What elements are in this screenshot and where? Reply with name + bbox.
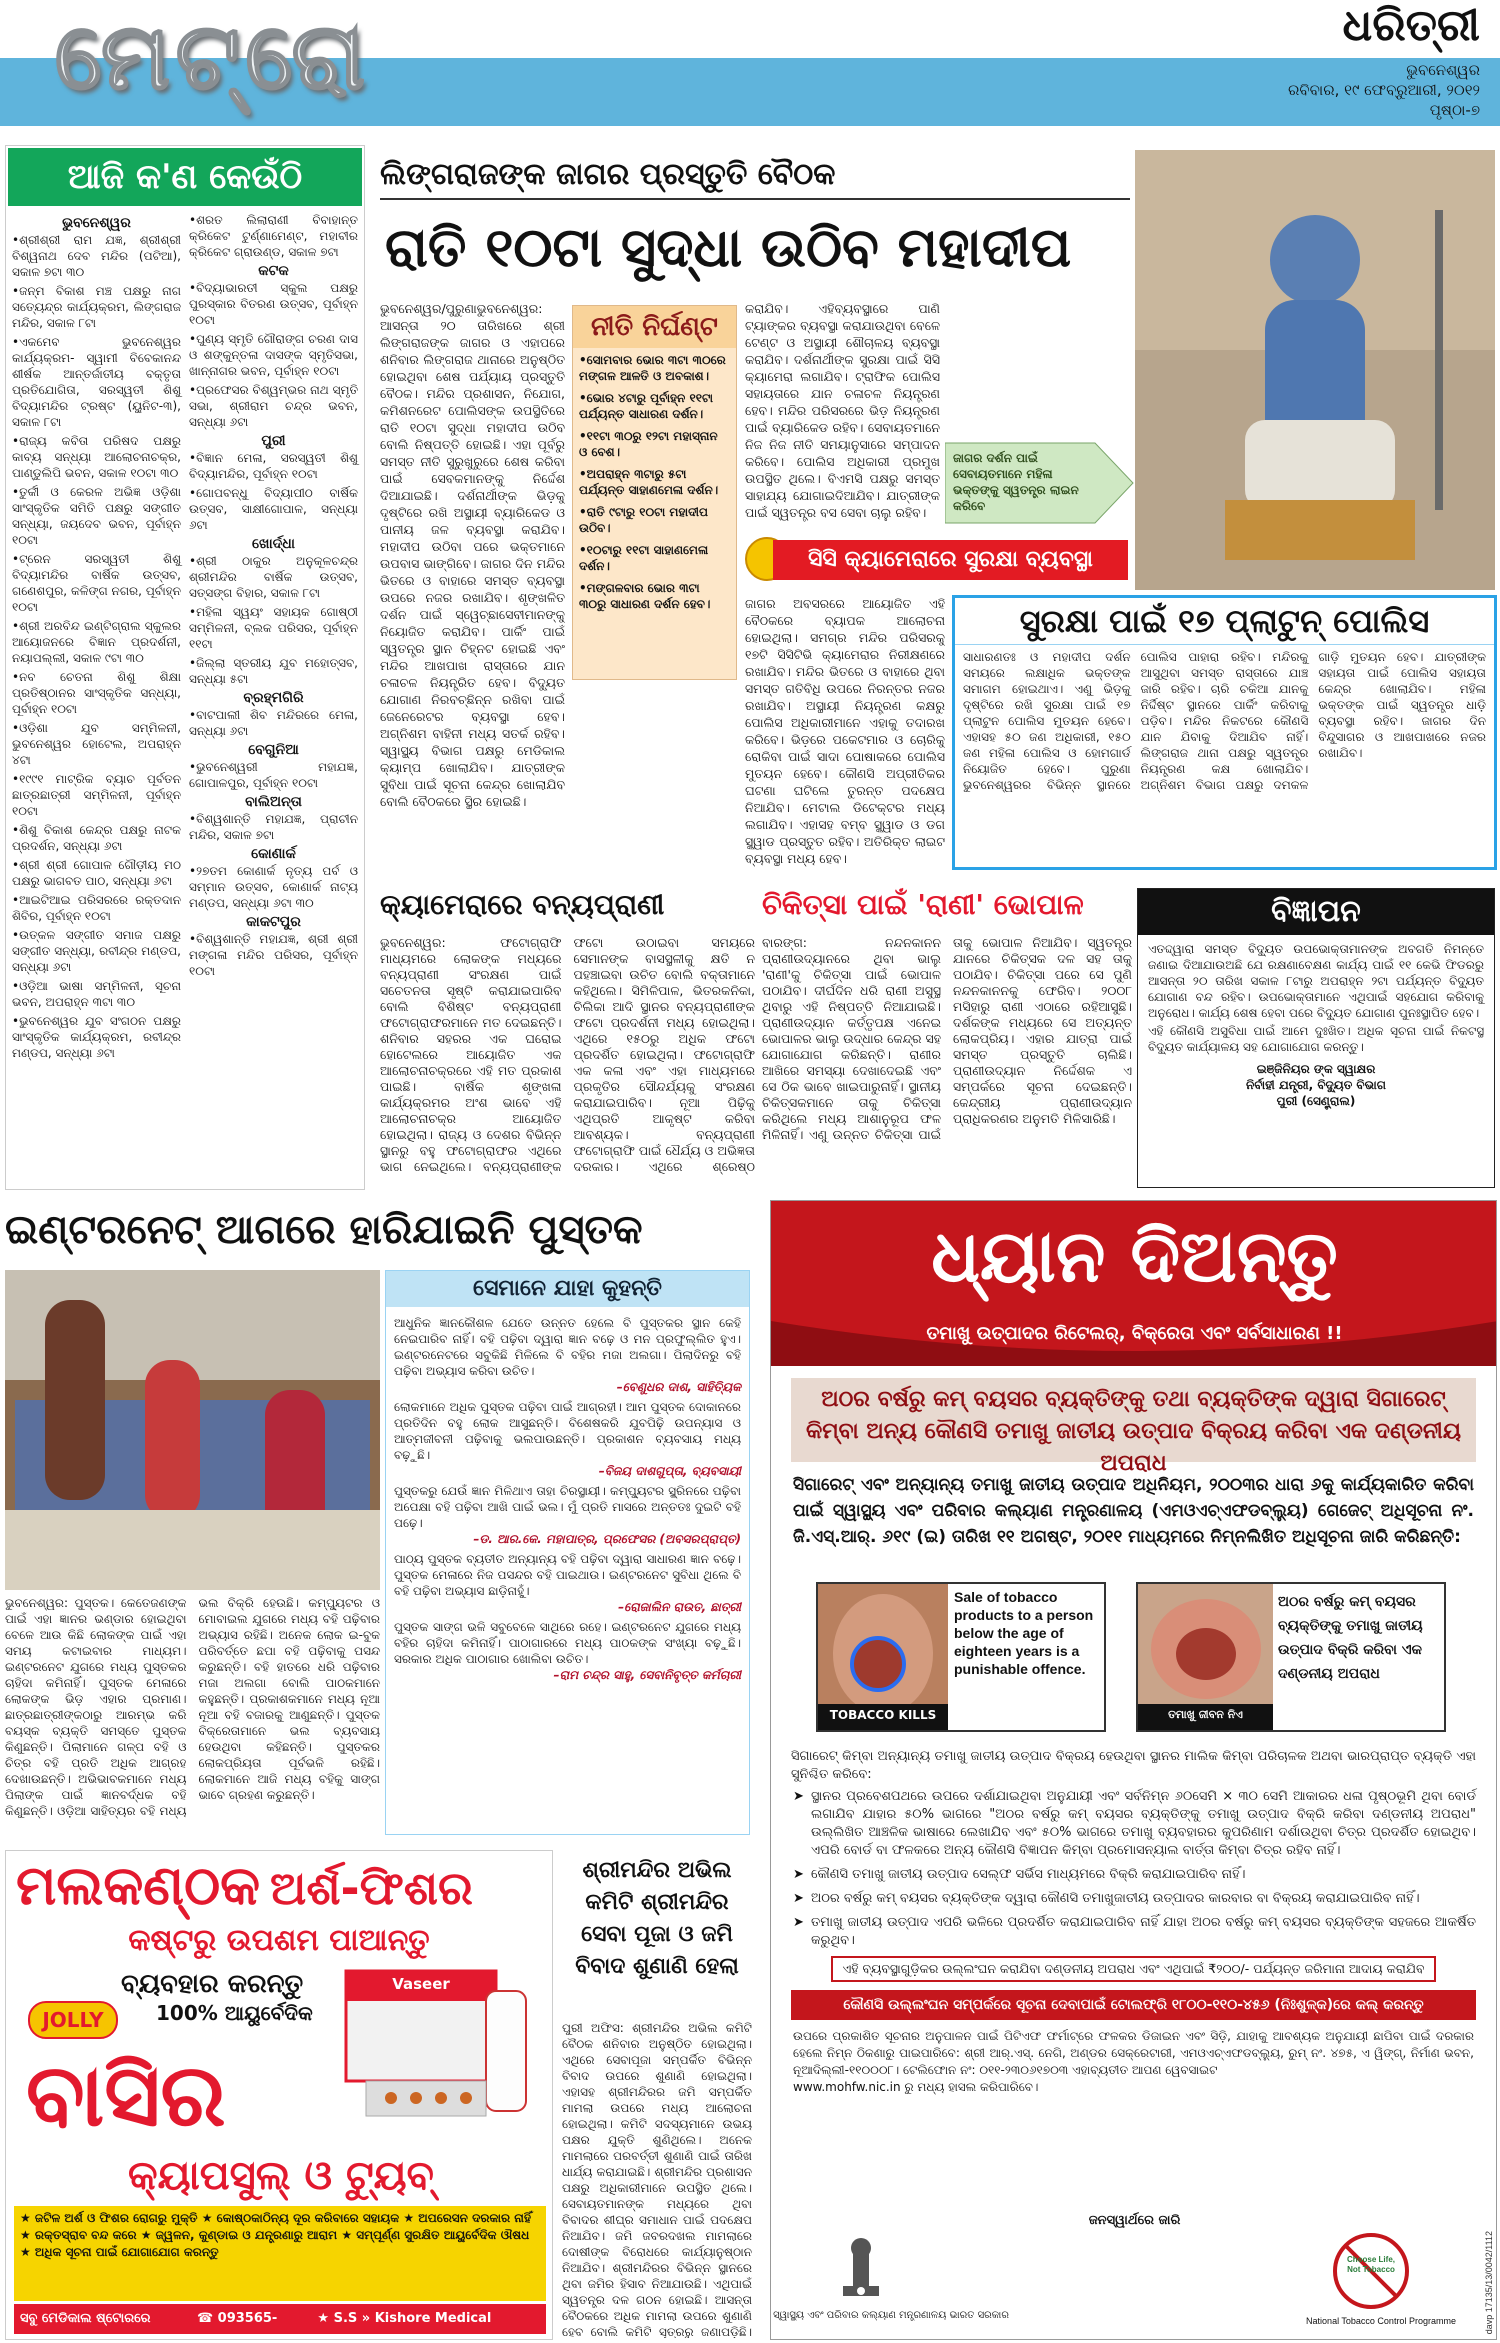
event-city-heading: ବେଗୁନିଆ <box>248 742 299 758</box>
bookshop-photo <box>5 1270 380 1590</box>
event-item: •୧୯୯୧ ମାଟ୍ରିକ ବ୍ୟାଚ ପୂର୍ବତନ ଛାତ୍ରଛାତ୍ରୀ ସମ୍ମିଳନୀ, ପୂର୍ବାହ୍ନ ୧୦ଟା <box>12 772 181 818</box>
paper-name: ଧରିତ୍ରୀ <box>1342 0 1480 51</box>
event-item: •ଜିଲ୍ଲା ସ୍ତରୀୟ ଯୁବ ମହୋତ୍ସବ, ସନ୍ଧ୍ୟା ୫ଟା <box>189 656 358 686</box>
event-city-heading: ଖୋର୍ଦ୍ଧା <box>252 536 295 552</box>
ad-tobacco-issued: ଜନସ୍ୱାର୍ଥରେ ଜାରି <box>1088 2213 1181 2228</box>
voices-box <box>385 1270 750 1835</box>
ad-malkanthak-brand: ମଲକଣ୍ଠକ <box>16 1854 261 1917</box>
rituals-list <box>573 348 736 622</box>
date: ରବିବାର, ୧୯ ଫେବ୍ରୁଆରୀ, ୨୦୧୨ <box>1287 81 1480 99</box>
event-item: •ଟ୍ରେନ ସରସ୍ୱତୀ ଶିଶୁ ବିଦ୍ୟାମନ୍ଦିର ବାର୍ଷିକ ଉତ୍ସବ, ଗଣେଶପୁର, କଳିଙ୍ଗ ନଗର, ପୂର୍ବାହ୍ନ ୧୦ଟା <box>12 552 181 614</box>
event-item: •ବିଜ୍ଞାନ ମେଳା, ସରସ୍ୱତୀ ଶିଶୁ ବିଦ୍ୟାମନ୍ଦିର, ପୂର୍ବାହ୍ନ ୧୦ଟା <box>189 451 358 481</box>
ritual-item: •ସୋମବାର ଭୋର ୩ଟା ୩୦ରେ ମଙ୍ଗଳ ଆଳତି ଓ ଅବକାଶ। <box>579 353 726 383</box>
tobacco-rule <box>793 1890 1476 1908</box>
tobacco-rule <box>793 1866 1476 1884</box>
event-item: •ଶ୍ରୀ ଅରବିନ୍ଦ ଇଣ୍ଟିଗ୍ରାଲ ସ୍କୁଲର ଆୟୋଜନରେ ବିଜ୍ଞାନ ପ୍ରଦର୍ଶନୀ, ନୟାପଲ୍ଲୀ, ସକାଳ ୯ଟା ୩୦ <box>12 619 181 665</box>
event-item: •୨୭ତମ କୋଣାର୍କ ନୃତ୍ୟ ପର୍ବ ଓ ସମ୍ମାନ ଉତ୍ସବ, କୋଣାର୍କ ନାଟ୍ୟ ମଣ୍ଡପ, ସନ୍ଧ୍ୟା ୬ଟା ୩୦ <box>189 864 358 910</box>
quote-author: –ରାମ ଚନ୍ଦ୍ର ସାହୁ, ସେବାନିବୃତ୍ତ କର୍ମଚାରୀ <box>553 1668 741 1682</box>
ad-sign-english-text: Sale of tobacco products to a person below the age of eighteen years is a punishable offence. <box>954 1589 1094 1677</box>
event-item: •ଓଡ଼ିଆ ଭାଷା ସମ୍ମିଳନୀ, ସୂଚନା ଭବନ, ଅପରାହ୍ନ ୩ଟା ୩୦ <box>12 979 181 1009</box>
notice-signature: ଇଞ୍ଜିନିୟର ଙ୍କ ସ୍ୱାକ୍ଷର <box>1256 1062 1376 1076</box>
books-body: ଭୁବନେଶ୍ୱର: ପୁସ୍ତକ। କେତେଜଣଙ୍କ ପାଇଁ ଏହା ଜ୍ଞାନର ଭଣ୍ଡାର ହୋଇଥିବା ବେଳେ ଆଉ କିଛି ଲୋକଙ୍କ ପାଇଁ ଏହା ସମୟ କଟାଇବାର ମାଧ୍ୟମ। ଇଣ୍ଟରନେଟ ଯୁଗରେ ମଧ୍ୟ ପୁସ୍ତକର ଚାହିଦା କମିନାହିଁ। ପୁସ୍ତକ ମେଳାରେ ଲୋକଙ୍କ ଭିଡ଼ ଏହାର ପ୍ରମାଣ। ଛାତ୍ରଛାତ୍ରୀଙ୍କଠାରୁ ଆରମ୍ଭ କରି ବୟସ୍କ ବ୍ୟକ୍ତି ସମସ୍ତେ ପୁସ୍ତକ କିଣୁଛନ୍ତି। ପିଲାମାନେ ଗଳ୍ପ ବହି ଓ ଚିତ୍ର ବହି ପ୍ରତି ଅଧିକ ଆଗ୍ରହ ଦେଖାଉଛନ୍ତି। ଅଭିଭାବକମାନେ ମଧ୍ୟ ପିଲାଙ୍କ ପାଇଁ ଜ୍ଞାନବର୍ଦ୍ଧକ ବହି କିଣୁଛନ୍ତି। ଓଡ଼ିଆ ସାହିତ୍ୟର ବହି ମଧ୍ୟ ଭଲ ବିକ୍ରି ହେଉଛି। କମ୍ପ୍ୟୁଟର ଓ ମୋବାଇଲ ଯୁଗରେ ମଧ୍ୟ ବହି ପଢ଼ିବାର ଅଭ୍ୟାସ ରହିଛି। ଅନେକ ଲୋକ ଇ-ବୁକ ପରିବର୍ତ୍ତେ ଛପା ବହି ପଢ଼ିବାକୁ ପସନ୍ଦ କରୁଛନ୍ତି। ବହି ହାତରେ ଧରି ପଢ଼ିବାର ମଜା ଅଲଗା ବୋଲି ପାଠକମାନେ କହୁଛନ୍ତି। ପ୍ରକାଶକମାନେ ମଧ୍ୟ ନୂଆ ନୂଆ ବହି ବଜାରକୁ ଆଣୁଛନ୍ତି। ପୁସ୍ତକ ବିକ୍ରେତାମାନେ ଭଲ ବ୍ୟବସାୟ ହେଉଥିବା କହିଛନ୍ତି। ପୁସ୍ତକର ଲୋକପ୍ରିୟତା ପୂର୍ବଭଳି ରହିଛି। ଲୋକମାନେ ଆଜି ମଧ୍ୟ ବହିକୁ ସାଙ୍ଗ ଭାବେ ଗ୍ରହଣ କରୁଛନ୍ତି। <box>5 1596 380 1818</box>
today-col-right <box>189 212 358 1064</box>
voices-list <box>386 1307 749 1691</box>
event-item: •ଶ୍ରୀଶ୍ରୀ ରାମ ଯଜ୍ଞ, ଶ୍ରୀଶ୍ରୀ ବିଶ୍ୱନାଥ ଦେବ ମନ୍ଦିର (ପଟିଆ), ସକାଳ ୭ଟା ୩୦ <box>12 233 181 279</box>
jolly-logo: JOLLY <box>28 2001 118 2039</box>
ad-tobacco-para: ସିଗାରେଟ୍ କିମ୍ବା ଅନ୍ୟାନ୍ୟ ତମାଖୁ ଜାତୀୟ ଉତ୍ପାଦ ବିକ୍ରୟ ହେଉଥିବା ସ୍ଥାନର ମାଲିକ କିମ୍ବା ପରିଚାଳକ ଅଥବା ଭାରପ୍ରାପ୍ତ ବ୍ୟକ୍ତି ଏହା ସୁନିଶ୍ଚିତ କରିବେ: <box>791 1749 1476 1782</box>
event-city-heading: କଟକ <box>258 263 289 279</box>
event-item: •ଏକମେବ ଭୁବନେଶ୍ୱର କାର୍ଯ୍ୟକ୍ରମ- ସ୍ୱାମୀ ବିବେକାନନ୍ଦ ଶୀର୍ଷକ ଆନ୍ତର୍ଜାତୀୟ ବକ୍ତୃତା ପ୍ରତିଯୋଗିତା, ସରସ୍ୱତୀ ଶିଶୁ ବିଦ୍ୟାମନ୍ଦିର ଟ୍ରଷ୍ଟ (ୟୁନିଟ-୩), ସକାଳ ୮ଟା <box>12 335 181 429</box>
event-item: •ବିଶ୍ୱଶାନ୍ତି ମହାଯଜ୍ଞ, ଶ୍ରୀ ଶ୍ରୀ ମଙ୍ଗଳା ମନ୍ଦିର ପରିସର, ପୂର୍ବାହ୍ନ ୧୦ଟା <box>189 932 358 978</box>
event-item: •ପ୍ରଫେସର ବିଶ୍ୱମ୍ଭର ନାଥ ସ୍ମୃତି ସଭା, ଶ୍ରୀରାମ ଚନ୍ଦ୍ର ଭବନ, ସନ୍ଧ୍ୟା ୬ଟା <box>189 383 358 429</box>
ad-sign-odia-text: ଅଠର ବର୍ଷରୁ କମ୍ ବୟସର ବ୍ୟକ୍ତିଙ୍କୁ ତମାଖୁ ଜାତୀୟ ଉତ୍ପାଦ ବିକ୍ରି କରିବା ଏକ ଦଣ୍ଡନୀୟ ଅପରାଧ <box>1278 1594 1423 1682</box>
today-events-box <box>5 145 365 1190</box>
event-item: •ଶରତ ଲିଲାରାଣୀ ବିବାହାନ୍ତ କ୍ରିକେଟ ଟୁର୍ଣ୍ଣାମେଣ୍ଟ, ମହାବୀର କ୍ରିକେଟ ଗ୍ରାଉଣ୍ଡ, ସକାଳ ୭ଟା <box>189 213 358 259</box>
tobacco-rule-text: କୌଣସି ତମାଖୁ ଜାତୀୟ ଉତ୍ପାଦ ସେଲ୍ଫ ସର୍ଭିସ ମାଧ୍ୟମରେ ବିକ୍ରି କରାଯାଇପାରିବ ନାହିଁ। <box>811 1867 1246 1882</box>
event-item: •ଓଡ଼ିଶା ଯୁବ ସମ୍ମିଳନୀ, ଭୁବନେଶ୍ୱର ହୋଟେଲ, ଅପରାହ୍ନ ୪ଟା <box>12 721 181 767</box>
tobacco-kills-label: TOBACCO KILLS <box>829 1708 937 1722</box>
product-pack-label: Vaseer <box>392 1975 450 1993</box>
tobacco-rule-text: ସ୍ଥାନର ପ୍ରବେଶପଥରେ ଉପରେ ଦର୍ଶାଯାଇଥିବା ଅନୁଯାୟୀ ଏବଂ ସର୍ବନିମ୍ନ ୬୦ସେମି × ୩୦ ସେମି ଆକାରର ଧଳା ପୃଷ୍ଠଭୂମି ଥିବା ବୋର୍ଡ ଲଗାଯିବ ଯାହାର ୫୦% ଭାଗରେ "ଅଠର ବର୍ଷରୁ କମ୍ ବୟସର ବ୍ୟକ୍ତିଙ୍କୁ ତମାଖୁ ଉତ୍ପାଦ ବିକ୍ରି କରିବା ଦଣ୍ଡନୀୟ ଅପରାଧ" ଉଲ୍ଲିଖିତ ଆଞ୍ଚଳିକ ଭାଷାରେ ଲେଖାଯିବ ଏବଂ ୫୦% ଭାଗରେ ତମାଖୁ ବ୍ୟବହାରର କୁପରିଣାମ ଦର୍ଶାଉଥିବା ଚିତ୍ର ପ୍ରଦର୍ଶିତ ହୋଇଥିବ। ଏପରି ବୋର୍ଡ ବା ଫଳକରେ ଅନ୍ୟ କୌଣସି ବିଜ୍ଞାପନ କିମ୍ବା ପ୍ରମୋସନ୍ୟାଲ ବାର୍ତ୍ତା କିମ୍ବା ଚିତ୍ର ରହିବ ନାହିଁ। <box>811 1789 1476 1858</box>
ad-tobacco-banner <box>771 1201 1496 1366</box>
event-item: •ଆଇଟିଆଇ ପରିସରରେ ରକ୍ତଦାନ ଶିବିର, ପୂର୍ବାହ୍ନ ୧୦ଟା <box>12 893 181 923</box>
page-number: ପୃଷ୍ଠା-୭ <box>1429 101 1480 119</box>
cctv-banner <box>745 535 1130 585</box>
ad-tobacco-website[interactable]: www.mohfw.nic.in ରୁ ମଧ୍ୟ ହାସଲ କରିପାରିବେ। <box>793 2080 1039 2094</box>
ad-malkanthak-bullets: ★ ଜଟିଳ ଅର୍ଶ ଓ ଫିଶର ରୋଗରୁ ମୁକ୍ତି ★ କୋଷ୍ଠକାଠିନ୍ୟ ଦୂର କରିବାରେ ସହାୟକ ★ ଅପରେସନ ଦରକାର ନାହିଁ ★ ରକ୍ତସ୍ରାବ ବନ୍ଦ କରେ ★ ଜ୍ୱଳନ, କୁଣ୍ଡାଇ ଓ ଯନ୍ତ୍ରଣାରୁ ଆରାମ ★ ସମ୍ପୂର୍ଣ୍ଣ ସୁରକ୍ଷିତ ଆୟୁର୍ବେଦିକ ଔଷଧ ★ ଅଧିକ ସୂଚନା ପାଇଁ ଯୋଗାଯୋଗ କରନ୍ତୁ <box>14 2206 546 2301</box>
quote-text: ପାଠ୍ୟ ପୁସ୍ତକ ବ୍ୟତୀତ ଅନ୍ୟାନ୍ୟ ବହି ପଢ଼ିବା ଦ୍ୱାରା ସାଧାରଣ ଜ୍ଞାନ ବଢ଼େ। ପୁସ୍ତକ ମେଳାରେ ନିଜ ପସନ୍ଦର ବହି ପାଇଥାଉ। ଇଣ୍ଟରନେଟ ସୁବିଧା ଥିଲେ ବି ବହି ପଢ଼ିବା ଅଭ୍ୟାସ ଛାଡ଼ିନାହୁଁ। <box>394 1552 741 1598</box>
tobacco-rule <box>793 1788 1476 1860</box>
ad-tobacco-contact: ଉପରେ ପ୍ରକାଶିତ ସୂଚନାର ଅନୁପାଳନ ପାଇଁ ପିଟିଏଫ ଫର୍ମାଟ୍ରେ ଫଳକର ଡିଜାଇନ ଏବଂ ସିଡ଼ି, ଯାହାକୁ ଆବଶ୍ୟକ ଅନୁଯାୟୀ ଛାପିବା ପାଇଁ ଦରକାର ହେଲେ ନିମ୍ନ ଠିକଣାରୁ ପାଇପାରିବେ: ଶ୍ରୀ ଆର୍.ଏସ୍. ନେଗି, ଅଣ୍ଡର ସେକ୍ରେଟାରୀ, ଏମଓଏଚ୍ଏଫଡବ୍ଲ୍ୟୁ, ରୁମ୍ ନଂ. ୪୭୫, ଏ ୱିଙ୍ଗ୍, ନିର୍ମାଣ ଭବନ, ନୂଆଦିଲ୍ଲୀ-୧୧୦୦୦୮। ଟେଲିଫୋନ ନଂ: ୦୧୧-୨୩୦୬୧୭୦୩ ଏହାବ୍ୟତୀତ ଆପଣ ୱେବସାଇଟ <box>793 2029 1474 2077</box>
temple-body: ପୁରୀ ଅଫିସ: ଶ୍ରୀମନ୍ଦିର ଅଭିଲ କମିଟି ବୈଠକ ଶନିବାର ଅନୁଷ୍ଠିତ ହୋଇଥିଲା। ଏଥିରେ ସେବାପୂଜା ସମ୍ପର୍କିତ ବିଭିନ୍ନ ବିବାଦ ଉପରେ ଶୁଣାଣି ହୋଇଥିଲା। ଏହାସହ ଶ୍ରୀମନ୍ଦିରର ଜମି ସମ୍ପର୍କିତ ମାମଲା ଉପରେ ମଧ୍ୟ ଆଲୋଚନା ହୋଇଥିଲା। କମିଟି ସଦସ୍ୟମାନେ ଉଭୟ ପକ୍ଷର ଯୁକ୍ତି ଶୁଣିଥିଲେ। ଅନେକ ମାମଲାରେ ପରବର୍ତ୍ତୀ ଶୁଣାଣି ପାଇଁ ତାରିଖ ଧାର୍ଯ୍ୟ କରାଯାଇଛି। ଶ୍ରୀମନ୍ଦିର ପ୍ରଶାସନ ପକ୍ଷରୁ ଅଧିକାରୀମାନେ ଉପସ୍ଥିତ ଥିଲେ। ସେବାୟତମାନଙ୍କ ମଧ୍ୟରେ ଥିବା ବିବାଦର ଶୀଘ୍ର ସମାଧାନ ପାଇଁ ପଦକ୍ଷେପ ନିଆଯିବ। ଜମି ଜବରଦଖଲ ମାମଲାରେ ଦୋଷୀଙ୍କ ବିରୋଧରେ କାର୍ଯ୍ୟାନୁଷ୍ଠାନ ନିଆଯିବ। ଶ୍ରୀମନ୍ଦିରର ବିଭିନ୍ନ ସ୍ଥାନରେ ଥିବା ଜମିର ହିସାବ ନିଆଯାଉଛି। ଏଥିପାଇଁ ସ୍ୱତନ୍ତ୍ର ଦଳ ଗଠନ ହୋଇଛି। ଆସନ୍ତା ବୈଠକରେ ଅଧିକ ମାମଲା ଉପରେ ଶୁଣାଣି ହେବ ବୋଲି କମିଟି ସୂତ୍ରରୁ ଜଣାପଡ଼ିଛି। <box>562 2021 752 2338</box>
dateline <box>1288 60 1480 120</box>
platoons-body: ସାଧାରଣତଃ ଓ ମହାଦୀପ ଦର୍ଶନ ସମୟରେ ଲକ୍ଷାଧିକ ଭକ୍ତଙ୍କ ସମାଗମ ହୋଇଥାଏ। ଏଣୁ ଭିଡ଼କୁ ଦୃଷ୍ଟିରେ ରଖି ସୁରକ୍ଷା ପାଇଁ ୧୭ ପ୍ଲାଟୁନ ପୋଲିସ ମୁତୟନ ହେବେ। ଏହାସହ ୫୦ ଜଣ ଅଧିକାରୀ, ୧୫୦ ଜଣ ମହିଳା ପୋଲିସ ଓ ହୋମଗାର୍ଡ ନିୟୋଜିତ ହେବେ। ପୁରୁଣା ଭୁବନେଶ୍ୱରର ବିଭିନ୍ନ ସ୍ଥାନରେ ପୋଲିସ ପାହାରା ରହିବ। ମନ୍ଦିରକୁ ଆସୁଥିବା ସମସ୍ତ ରାସ୍ତାରେ ଯାଞ୍ଚ ଜାରି ରହିବ। ଚାରି ଚକିଆ ଯାନକୁ ନିର୍ଦ୍ଦିଷ୍ଟ ସ୍ଥାନରେ ପାର୍କିଂ କରିବାକୁ ପଡ଼ିବ। ମନ୍ଦିର ନିକଟରେ କୌଣସି ଯାନ ଯିବାକୁ ଦିଆଯିବ ନାହିଁ। ଲିଙ୍ଗରାଜ ଥାନା ପକ୍ଷରୁ ସ୍ୱତନ୍ତ୍ର ନିୟନ୍ତ୍ରଣ କକ୍ଷ ଖୋଲାଯିବ। ଅଗ୍ନିଶମ ବିଭାଗ ପକ୍ଷରୁ ଦମକଳ ଗାଡ଼ି ମୁତୟନ ହେବ। ଯାତ୍ରୀଙ୍କ ସହାୟତା ପାଇଁ ପୋଲିସ ସହାୟତା କେନ୍ଦ୍ର ଖୋଲାଯିବ। ମହିଳା ଭକ୍ତଙ୍କ ପାଇଁ ସ୍ୱତନ୍ତ୍ର ଧାଡ଼ି ବ୍ୟବସ୍ଥା ରହିବ। ଜାଗର ଦିନ ବିନ୍ଦୁସାଗର ଓ ଆଖପାଖରେ ନଜର ରଖାଯିବ। <box>963 650 1486 792</box>
ad-malkanthak <box>5 1850 553 2340</box>
ad-product-form: କ୍ୟାପସୁଲ୍ ଓ ଟ୍ୟୁବ୍ <box>128 2153 434 2199</box>
notice-heading: ବିଜ୍ଞାପନ <box>1138 889 1494 935</box>
quote-text: ପୁସ୍ତକରୁ ଯେଉଁ ଜ୍ଞାନ ମିଳିଥାଏ ତାହା ଚିରସ୍ଥାୟୀ। କମ୍ପ୍ୟୁଟର ସ୍କ୍ରିନରେ ପଢ଼ିବା ଅପେକ୍ଷା ବହି ପଢ଼ିବା ଆଖି ପାଇଁ ଭଲ। ମୁଁ ପ୍ରତି ମାସରେ ଅନ୍ତତଃ ଦୁଇଟି ବହି ପଢ଼େ। <box>394 1484 741 1530</box>
ritual-item: •୧୧ଟା ୩୦ରୁ ୧୨ଟା ମହାସ୍ନାନ ଓ ବେଶ। <box>579 429 718 459</box>
section-title: ମେଟ୍ରୋ <box>55 3 371 110</box>
ritual-item: •ମଙ୍ଗଳବାର ଭୋର ୩ଟା ୩୦ରୁ ସାଧାରଣ ଦର୍ଶନ ହେବ। <box>579 581 711 611</box>
ad-tobacco <box>770 1200 1497 2340</box>
quote-text: ଆଧୁନିକ ଜ୍ଞାନକୌଶଳ ଯେତେ ଉନ୍ନତ ହେଲେ ବି ପୁସ୍ତକର ସ୍ଥାନ କେହି ନେଇପାରିବ ନାହିଁ। ବହି ପଢ଼ିବା ଦ୍ୱାରା ଜ୍ଞାନ ବଢ଼େ ଓ ମନ ପ୍ରଫୁଲ୍ଲିତ ହୁଏ। ଇଣ୍ଟରନେଟରେ ସବୁକିଛି ମିଳିଲେ ବି ବହିର ମଜା ଅଲଗା। ପିଲାଦିନରୁ ବହି ପଢ଼ିବା ଅଭ୍ୟାସ କରିବା ଉଚିତ। <box>394 1316 741 1378</box>
event-item: •ତୁର୍କୀ ଓ କେରଳ ଅଭିଜ୍ଞ ଓଡ଼ିଶା ସାଂସ୍କୃତିକ ସମିତି ପକ୍ଷରୁ ସଙ୍ଗୀତ ସନ୍ଧ୍ୟା, ଜୟଦେବ ଭବନ, ପୂର୍ବାହ୍ନ ୧୦ଟା <box>12 485 181 547</box>
ad-stockist: ସବୁ ମେଡିକାଲ ଷ୍ଟୋରରେ <box>20 2311 151 2326</box>
arrow-bullet-icon: ➤ <box>793 1915 804 1930</box>
ritual-item: •ଭୋର ୪ଟାରୁ ପୂର୍ବାହ୍ନ ୧୧ଟା ପର୍ଯ୍ୟନ୍ତ ସାଧାରଣ ଦର୍ଶନ। <box>579 391 714 421</box>
product-pack <box>336 1961 541 2126</box>
cctv-body: ଜାଗର ଅବସରରେ ଆୟୋଜିତ ଏହି ବୈଠକରେ ବ୍ୟାପକ ଆଲୋଚନା ହୋଇଥିଲା। ସମଗ୍ର ମନ୍ଦିର ପରିସରକୁ ୧୭ଟି ସିସିଟିଭି କ୍ୟାମେରାର ନିରୀକ୍ଷଣରେ ରଖାଯିବ। ମନ୍ଦିର ଭିତରେ ଓ ବାହାରେ ଥିବା ସମସ୍ତ ଗତିବିଧି ଉପରେ ନିରନ୍ତର ନଜର ରଖାଯିବ। ଅସ୍ଥାୟୀ ନିୟନ୍ତ୍ରଣ କକ୍ଷରୁ ପୋଲିସ ଅଧିକାରୀମାନେ ଏହାକୁ ତଦାରଖ କରିବେ। ଭିଡ଼ରେ ପକେଟମାର ଓ ଚୋରିକୁ ରୋକିବା ପାଇଁ ସାଦା ପୋଷାକରେ ପୋଲିସ ମୁତୟନ ହେବେ। କୌଣସି ଅପ୍ରୀତିକର ଘଟଣା ଘଟିଲେ ତୁରନ୍ତ ପଦକ୍ଷେପ ନିଆଯିବ। ମେଟାଲ ଡିଟେକ୍ଟର ମଧ୍ୟ ଲଗାଯିବ। ଏହାସହ ବମ୍ବ ସ୍କ୍ୱାଡ ଓ ଡଗ ସ୍କ୍ୱାଡ ପ୍ରସ୍ତୁତ ରହିବ। ଅତିରିକ୍ତ ଲାଇଟ ବ୍ୟବସ୍ଥା ମଧ୍ୟ ହେବ। <box>745 596 945 866</box>
shiva-statue-photo <box>1135 150 1495 590</box>
event-city-heading: ବାଲିଅନ୍ତା <box>245 794 302 810</box>
callout-text: ଜାଗର ଦର୍ଶନ ପାଇଁ ସେବାୟତମାନେ ମହିଳା ଭକ୍ତଙ୍କୁ ସ୍ୱତନ୍ତ୍ର ଲାଇନ କରିବେ <box>953 451 1079 513</box>
masthead <box>0 0 1500 135</box>
ministry-name: ସ୍ୱାସ୍ଥ୍ୟ ଏବଂ ପରିବାର କଲ୍ୟାଣ ମନ୍ତ୍ରଣାଳୟ ଭାରତ ସରକାର <box>773 2310 1009 2321</box>
event-city-heading: ଭୁବନେଶ୍ୱର <box>62 215 131 231</box>
event-city-heading: କାକଟପୁର <box>246 914 301 930</box>
quote-text: ପୁସ୍ତକ ସାଙ୍ଗ ଭଳି ସବୁବେଳେ ସାଥିରେ ରହେ। ଇଣ୍ଟରନେଟ ଯୁଗରେ ମଧ୍ୟ ବହିର ଚାହିଦା କମିନାହିଁ। ପାଠାଗାରରେ ମଧ୍ୟ ପାଠକଙ୍କ ସଂଖ୍ୟା ବଢ଼ୁଛି। ସରକାର ଅଧିକ ପାଠାଗାର ଖୋଲିବା ଉଚିତ। <box>394 1620 741 1666</box>
ad-tobacco-subtitle: ତମାଖୁ ଉତ୍ପାଦର ରିଟେଲର୍, ବିକ୍ରେତା ଏବଂ ସର୍ବସାଧାରଣ !! <box>926 1323 1343 1344</box>
event-item: •ପୁଣ୍ୟ ସ୍ମୃତି ଗୌରାଙ୍ଗ ଚରଣ ଦାସ ଓ ଶଙ୍କୁନ୍ତଳା ଦାସଙ୍କ ସ୍ମୃତିସଭା, ଖାନ୍ନାଗର ଭବନ, ପୂର୍ବାହ୍ନ ୧୦ଟା <box>189 332 358 378</box>
ad-tobacco-fine: ଏହି ବ୍ୟବସ୍ଥାଗୁଡ଼ିକର ଉଲ୍ଲଂଘନ କରାଯିବା ଦଣ୍ଡନୀୟ ଅପରାଧ ଏବଂ ଏଥିପାଇଁ ₹୨୦୦/- ପର୍ଯ୍ୟନ୍ତ ଜରିମାନା ଆଦାୟ କରାଯିବ <box>831 1956 1436 1982</box>
ad-product-name: ବାସିର <box>26 2046 226 2146</box>
arrow-bullet-icon: ➤ <box>793 1789 804 1804</box>
notice-signatory: ନିର୍ବାହୀ ଯନ୍ତ୍ରୀ, ବିଦ୍ୟୁତ ବିଭାଗ <box>1245 1078 1387 1092</box>
ad-malkanthak-subject: ଅର୍ଶ-ଫିଶର <box>270 1861 473 1915</box>
event-item: •ବିଦ୍ୟାଭାରତୀ ସ୍କୁଲ ପକ୍ଷରୁ ପୁରସ୍କାର ବିତରଣ ଉତ୍ସବ, ପୂର୍ବାହ୍ନ ୧୦ଟା <box>189 281 358 327</box>
ad-malkanthak-title <box>6 1851 552 1921</box>
davp-code: davp 17135/13/0042/1112 <box>1484 2231 1494 2335</box>
ad-tobacco-title: ଧ୍ୟାନ ଦିଅନ୍ତୁ <box>931 1214 1338 1298</box>
notice-place: ପୁରୀ (ସେଣ୍ଟ୍ରାଲ) <box>1276 1094 1356 1108</box>
event-item: •ଭୁବନେଶ୍ୱରୀ ମହାଯଜ୍ଞ, ଗୋପାଳପୁର, ପୂର୍ବାହ୍ନ ୧୦ଟା <box>189 760 358 790</box>
event-item: •ଶ୍ରୀ ଠାକୁର ଅନୁକୂଳଚନ୍ଦ୍ର ଶ୍ରୀମନ୍ଦିର ବାର୍ଷିକ ଉତ୍ସବ, ସତ୍ସଙ୍ଗ ବିହାର, ସକାଳ ୮ଟା <box>189 554 358 600</box>
books-headline: ଇଣ୍ଟରନେଟ୍ ଆଗରେ ହାରିଯାଇନି ପୁସ୍ତକ <box>5 1207 643 1253</box>
rani-body: ବାରଙ୍ଗ: ନନ୍ଦନକାନନ ପ୍ରାଣୀଉଦ୍ୟାନରେ ଥିବା ଭାଲୁ 'ରାଣୀ'କୁ ଚିକିତ୍ସା ପାଇଁ ଭୋପାଳ ପଠାଯିବ। ଦୀର୍ଘଦିନ ଧରି ରାଣୀ ଅସୁସ୍ଥ ଥିବାରୁ ଏହି ନିଷ୍ପତ୍ତି ନିଆଯାଇଛି। ପ୍ରାଣୀଉଦ୍ୟାନ କର୍ତ୍ତୃପକ୍ଷ ଏନେଇ ଭୋପାଳର ଭାଲୁ ଉଦ୍ଧାର କେନ୍ଦ୍ର ସହ ଯୋଗାଯୋଗ କରିଛନ୍ତି। ରାଣୀର ଆଖିରେ ସମସ୍ୟା ଦେଖାଦେଇଛି ଏବଂ ସେ ଠିକ ଭାବେ ଖାଇପାରୁନାହିଁ। ସ୍ଥାନୀୟ ଚିକିତ୍ସକମାନେ ତାକୁ ଚିକିତ୍ସା କରିଥିଲେ ମଧ୍ୟ ଆଶାନୁରୂପ ଫଳ ମିଳିନାହିଁ। ଏଣୁ ଉନ୍ନତ ଚିକିତ୍ସା ପାଇଁ ତାକୁ ଭୋପାଳ ନିଆଯିବ। ସ୍ୱତନ୍ତ୍ର ଯାନରେ ଚିକିତ୍ସକ ଦଳ ସହ ତାକୁ ପଠାଯିବ। ଚିକିତ୍ସା ପରେ ସେ ପୁଣି ନନ୍ଦନକାନନକୁ ଫେରିବ। ୨୦୦୮ ମସିହାରୁ ରାଣୀ ଏଠାରେ ରହିଆସୁଛି। ଦର୍ଶକଙ୍କ ମଧ୍ୟରେ ସେ ଅତ୍ୟନ୍ତ ଲୋକପ୍ରିୟ। ଏହାର ଯାତ୍ରା ପାଇଁ ସମସ୍ତ ପ୍ରସ୍ତୁତି ଚାଲିଛି। ପ୍ରାଣୀଉଦ୍ୟାନ ନିର୍ଦ୍ଦେଶକ ଏ ସମ୍ପର୍କରେ ସୂଚନା ଦେଇଛନ୍ତି। କେନ୍ଦ୍ରୀୟ ପ୍ରାଣୀଉଦ୍ୟାନ ପ୍ରାଧିକରଣର ଅନୁମତି ମିଳିସାରିଛି। <box>762 935 1132 1142</box>
city: ଭୁବନେଶ୍ୱର <box>1406 61 1480 79</box>
arrow-bullet-icon: ➤ <box>793 1891 804 1906</box>
lead-callout <box>945 438 1135 528</box>
lead-body-continued: କରାଯିବ। ଏହିବ୍ୟବସ୍ଥାରେ ପାଣି ଟ୍ୟାଙ୍କର ବ୍ୟବସ୍ଥା କରାଯାଉଥିବା ବେଳେ ଟେଣ୍ଟ ଓ ଅସ୍ଥାୟୀ ଶୌଚାଳୟ ବ୍ୟବସ୍ଥା କରାଯିବ। ଦର୍ଶନାର୍ଥୀଙ୍କ ସୁରକ୍ଷା ପାଇଁ ସିସି କ୍ୟାମେରା ଲଗାଯିବ। ଟ୍ରାଫିକ ପୋଲିସ ସହାୟତାରେ ଯାନ ଚଳାଚଳ ନିୟନ୍ତ୍ରଣ ହେବ। ମନ୍ଦିର ପରିସରରେ ଭିଡ଼ ନିୟନ୍ତ୍ରଣ ପାଇଁ ବ୍ୟାରିକେଡ ରହିବ। ସେବାୟତମାନେ ନିଜ ନିଜ ନୀତି ସମୟାନୁସାରେ ସମ୍ପାଦନ କରିବେ। ପୋଲିସ ଅଧିକାରୀ ପ୍ରମୁଖ ଉପସ୍ଥିତ ଥିଲେ। ବିଏମସି ପକ୍ଷରୁ ସମସ୍ତ ସାହାଯ୍ୟ ଯୋଗାଇଦିଆଯିବ। ଯାତ୍ରୀଙ୍କ ପାଇଁ ସ୍ୱତନ୍ତ୍ର ବସ ସେବା ଚାଲୁ ରହିବ। <box>745 301 940 520</box>
today-heading: ଆଜି କ'ଣ କେଉଁଠି <box>8 148 362 206</box>
event-item: •ରାଜ୍ୟ କବିତା ପରିଷଦ ପକ୍ଷରୁ କାବ୍ୟ ସନ୍ଧ୍ୟା ଆଲୋଚନାଚକ୍ର, ପାଣ୍ଡୁଲିପି ଭବନ, ସକାଳ ୧୦ଟା ୩୦ <box>12 434 181 480</box>
quote-author: –ବେଣୁଧର ଦାଶ, ସାହିତ୍ୟିକ <box>616 1380 741 1394</box>
tobacco-rule <box>793 1914 1476 1950</box>
notice-body: ଏତଦ୍ଦ୍ୱାରା ସମସ୍ତ ବିଦ୍ୟୁତ ଉପଭୋକ୍ତାମାନଙ୍କ ଅବଗତି ନିମନ୍ତେ ଜଣାଇ ଦିଆଯାଉଅଛି ଯେ ରକ୍ଷଣାବେକ୍ଷଣ କାର୍ଯ୍ୟ ପାଇଁ ୧୧ କେଭି ଫିଡରରୁ ଆସନ୍ତା ୨୦ ତାରିଖ ସକାଳ ୮ଟାରୁ ଅପରାହ୍ନ ୨ଟା ପର୍ଯ୍ୟନ୍ତ ବିଦ୍ୟୁତ ଯୋଗାଣ ବନ୍ଦ ରହିବ। ଉପଭୋକ୍ତାମାନେ ଏଥିପାଇଁ ସହଯୋଗ କରିବାକୁ ଅନୁରୋଧ। କାର୍ଯ୍ୟ ଶେଷ ହେବା ପରେ ବିଦ୍ୟୁତ ଯୋଗାଣ ପୁନଃସ୍ଥାପିତ ହେବ। <box>1148 942 1484 1020</box>
ad-tobacco-helpline: କୌଣସି ଉଲ୍ଲଂଘନ ସମ୍ପର୍କରେ ସୂଚନା ଦେବାପାଇଁ ଟୋଲଫ୍ରି ୧୮୦୦-୧୧୦-୪୫୬ (ନିଃଶୁଳ୍କ)ରେ କଲ୍ କରନ୍ତୁ <box>791 1990 1476 2020</box>
wildlife-headline: କ୍ୟାମେରାରେ ବନ୍ୟପ୍ରାଣୀ <box>380 888 665 921</box>
notice-box <box>1137 888 1495 1188</box>
ad-malkanthak-ayurvedic: 100% ଆୟୁର୍ବେଦିକ <box>156 2001 313 2025</box>
tobacco-rule-text: ତମାଖୁ ଜାତୀୟ ଉତ୍ପାଦ ଏପରି ଭଳିରେ ପ୍ରଦର୍ଶିତ କରାଯାଇପାରିବ ନାହିଁ ଯାହା ଅଠର ବର୍ଷରୁ କମ୍ ବୟସର ବ୍ୟକ୍ତିଙ୍କ ସହଜରେ ଆକର୍ଷିତ କରୁଥିବ। <box>811 1915 1476 1948</box>
ad-tobacco-warning: ଅଠର ବର୍ଷରୁ କମ୍ ବୟସର ବ୍ୟକ୍ତିଙ୍କୁ ତଥା ବ୍ୟକ୍ତିଙ୍କ ଦ୍ୱାରା ସିଗାରେଟ୍ କିମ୍ବା ଅନ୍ୟ କୌଣସି ତମାଖୁ ଜାତୀୟ ଉତ୍ପାଦ ବିକ୍ରୟ କରିବା ଏକ ଦଣ୍ଡନୀୟ ଅପରାଧ <box>791 1378 1476 1462</box>
ad-tobacco-intro: ସିଗାରେଟ୍ ଏବଂ ଅନ୍ୟାନ୍ୟ ତମାଖୁ ଜାତୀୟ ଉତ୍ପାଦ ଅଧିନିୟମ, ୨୦୦୩ର ଧାରା ୬କୁ କାର୍ଯ୍ୟକାରିତ କରିବା ପାଇଁ ସ୍ୱାସ୍ଥ୍ୟ ଏବଂ ପରିବାର କଲ୍ୟାଣ ମନ୍ତ୍ରଣାଳୟ (ଏମଓଏଚ୍ଏଫଡବ୍ଲ୍ୟୁ) ଗେଜେଟ୍ ଅଧିସୂଚନା ନଂ. ଜି.ଏସ୍.ଆର୍. ୬୧୯ (ଇ) ତାରିଖ ୧୧ ଅଗଷ୍ଟ, ୨୦୧୧ ମାଧ୍ୟମରେ ନିମ୍ନଲିଖିତ ଅଧିସୂଚନା ଜାରି କରିଛନ୍ତି: <box>793 1475 1474 1547</box>
wildlife-body: ଭୁବନେଶ୍ୱର: ଫଟୋଗ୍ରାଫି ମାଧ୍ୟମରେ ଲୋକଙ୍କ ମଧ୍ୟରେ ବନ୍ୟପ୍ରାଣୀ ସଂରକ୍ଷଣ ପାଇଁ ସଚେତନତା ସୃଷ୍ଟି କରାଯାଇପାରିବ ବୋଲି ବିଶିଷ୍ଟ ବନ୍ୟପ୍ରାଣୀ ଫଟୋଗ୍ରାଫରମାନେ ମତ ଦେଇଛନ୍ତି। ଶନିବାର ସହରର ଏକ ଘରୋଇ ହୋଟେଲରେ ଆୟୋଜିତ ଏକ ଆଲୋଚନାଚକ୍ରରେ ଏହି ମତ ପ୍ରକାଶ ପାଇଛି। ବାର୍ଷିକ ଶୃଙ୍ଖଳା କାର୍ଯ୍ୟକ୍ରମର ଅଂଶ ଭାବେ ଏହି ଆଲୋଚନାଚକ୍ର ଆୟୋଜିତ ହୋଇଥିଲା। ରାଜ୍ୟ ଓ ଦେଶର ବିଭିନ୍ନ ସ୍ଥାନରୁ ବହୁ ଫଟୋଗ୍ରାଫର ଏଥିରେ ଭାଗ ନେଇଥିଲେ। ବନ୍ୟପ୍ରାଣୀଙ୍କ ଫଟୋ ଉଠାଇବା ସମୟରେ ସେମାନଙ୍କ ବାସସ୍ଥଳୀକୁ କ୍ଷତି ନ ପହଞ୍ଚାଇବା ଉଚିତ ବୋଲି ବକ୍ତାମାନେ କହିଥିଲେ। ସିମିଳିପାଳ, ଭିତରକନିକା, ଚିଲିକା ଆଦି ସ୍ଥାନର ବନ୍ୟପ୍ରାଣୀଙ୍କ ଫଟୋ ପ୍ରଦର୍ଶନୀ ମଧ୍ୟ ହୋଇଥିଲା। ଏଥିରେ ୧୫୦ରୁ ଅଧିକ ଫଟୋ ପ୍ରଦର୍ଶିତ ହୋଇଥିଲା। ଫଟୋଗ୍ରାଫି ଏକ କଳା ଏବଂ ଏହା ମାଧ୍ୟମରେ ପ୍ରକୃତିର ସୌନ୍ଦର୍ଯ୍ୟକୁ ସଂରକ୍ଷଣ କରାଯାଇପାରିବ। ନୂଆ ପିଢ଼ିକୁ ଏଥିପ୍ରତି ଆକୃଷ୍ଟ କରିବା ଆବଶ୍ୟକ। ବନ୍ୟପ୍ରାଣୀ ଫଟୋଗ୍ରାଫି ପାଇଁ ଧୈର୍ଯ୍ୟ ଓ ଅଭିଜ୍ଞତା ଦରକାର। ଏଥିରେ ଶ୍ରେଷ୍ଠ <box>380 935 755 1174</box>
event-item: •ଉତ୍କଳ ସଙ୍ଗୀତ ସମାଜ ପକ୍ଷରୁ ସଙ୍ଗୀତ ସନ୍ଧ୍ୟା, ରବୀନ୍ଦ୍ର ମଣ୍ଡପ, ସନ୍ଧ୍ୟା ୬ଟା <box>12 928 181 974</box>
tobacco-kills-odia: ତମାଖୁ ଜୀବନ ନିଏ <box>1168 1708 1243 1721</box>
ritual-item: •ଅପରାହ୍ନ ୩ଟାରୁ ୫ଟା ପର୍ଯ୍ୟନ୍ତ ସାହାଣମେଳା ଦର୍ଶନ। <box>579 467 719 497</box>
lead-body-col3 <box>565 685 740 870</box>
platoons-box <box>952 595 1497 870</box>
ad-phone: ☎ 093565- <box>196 2311 278 2326</box>
quote-author: –ରୋଜାଲିନ ରାଉତ, ଛାତ୍ରୀ <box>618 1600 741 1614</box>
ad-malkanthak-tagline: କଷ୍ଟରୁ ଉପଶମ ପାଆନ୍ତୁ <box>128 1923 430 1958</box>
ad-sign-english <box>816 1582 1106 1732</box>
event-item: •ଶ୍ରୀ ଶ୍ରୀ ଗୋପାଳ ଗୌଡ଼ୀୟ ମଠ ପକ୍ଷରୁ ଭାଗବତ ପାଠ, ସନ୍ଧ୍ୟା ୬ଟା <box>12 858 181 888</box>
voices-heading: ସେମାନେ ଯାହା କୁହନ୍ତି <box>386 1271 749 1307</box>
ad-malkanthak-use: ବ୍ୟବହାର କରନ୍ତୁ <box>121 1969 304 1999</box>
event-item: •ଶିଶୁ ବିକାଶ କେନ୍ଦ୍ର ପକ୍ଷରୁ ନାଟକ ପ୍ରଦର୍ଶନ, ସନ୍ଧ୍ୟା ୬ଟା <box>12 823 181 853</box>
quote-text: ଲୋକମାନେ ଅଧିକ ପୁସ୍ତକ ପଢ଼ିବା ପାଇଁ ଆଗ୍ରହୀ। ଆମ ପୁସ୍ତକ ଦୋକାନରେ ପ୍ରତିଦିନ ବହୁ ଲୋକ ଆସୁଛନ୍ତି। ବିଶେଷକରି ଯୁବପିଢ଼ି ଉପନ୍ୟାସ ଓ ଆତ୍ମଜୀବନୀ ପଢ଼ିବାକୁ ଭଲପାଉଛନ୍ତି। ପ୍ରକାଶନ ବ୍ୟବସାୟ ମଧ୍ୟ ବଢ଼ୁଛି। <box>394 1400 741 1462</box>
rani-headline: ଚିକିତ୍ସା ପାଇଁ 'ରାଣୀ' ଭୋପାଳ <box>762 888 1084 921</box>
ad-tobacco-signs <box>771 1582 1496 1742</box>
event-item: •ଗୋପବନ୍ଧୁ ବିଦ୍ୟାପୀଠ ବାର୍ଷିକ ଉତ୍ସବ, ସାକ୍ଷୀଗୋପାଳ, ସନ୍ଧ୍ୟା ୬ଟା <box>189 486 358 532</box>
event-item: •ବିଶ୍ୱଶାନ୍ତି ମହାଯଜ୍ଞ, ପ୍ରାଚୀନ ମନ୍ଦିର, ସକାଳ ୭ଟା <box>189 812 358 842</box>
ad-agency: ★ S.S » Kishore Medical <box>317 2311 492 2326</box>
arrow-bullet-icon: ➤ <box>793 1867 804 1882</box>
quote-author: –ଡ. ଆର.କେ. ମହାପାତ୍ର, ପ୍ରଫେସର (ଅବସରପ୍ରାପ୍ତ) <box>473 1532 741 1546</box>
ntcp-slogan: Choose Life, Not Tobacco <box>1346 2255 1395 2274</box>
rituals-box <box>572 305 737 680</box>
ashoka-emblem-icon <box>831 2236 891 2306</box>
temple-headline: ଶ୍ରୀମନ୍ଦିର ଅଭିଲ କମିଟି ଶ୍ରୀମନ୍ଦିର ସେବା ପୂଜା ଓ ଜମି ବିବାଦ ଶୁଣାଣି ହେଲା <box>575 1858 739 1979</box>
event-item: •ମହିଳା ସ୍ୱୟଂ ସହାୟକ ଗୋଷ୍ଠୀ ସମ୍ମିଳନୀ, ବ୍ଲକ ପରିସର, ପୂର୍ବାହ୍ନ ୧୧ଟା <box>189 605 358 651</box>
event-item: •ଭୁବନେଶ୍ୱର ଯୁବ ସଂଗଠନ ପକ୍ଷରୁ ସାଂସ୍କୃତିକ କାର୍ଯ୍ୟକ୍ରମ, ରବୀନ୍ଦ୍ର ମଣ୍ଡପ, ସନ୍ଧ୍ୟା ୬ଟା <box>12 1014 181 1060</box>
ritual-item: •ରାତି ୯ଟାରୁ ୧୦ଟା ମହାଦୀପ ଉଠିବ। <box>579 505 708 535</box>
today-col-left <box>12 212 181 1064</box>
ad-malkanthak-footer <box>14 2304 546 2334</box>
event-city-heading: ବ୍ରହ୍ମଗିରି <box>243 690 304 706</box>
event-item: •ବାଟପାଲୀ ଶିବ ମନ୍ଦିରରେ ମେଳା, ସନ୍ଧ୍ୟା ୬ଟା <box>189 708 358 738</box>
notice-body-2: ଏହି କୌଣସି ଅସୁବିଧା ପାଇଁ ଆମେ ଦୁଃଖିତ। ଅଧିକ ସୂଚନା ପାଇଁ ନିକଟସ୍ଥ ବିଦ୍ୟୁତ କାର୍ଯ୍ୟାଳୟ ସହ ଯୋଗାଯୋଗ କରନ୍ତୁ। <box>1148 1024 1484 1054</box>
ad-tobacco-rules <box>793 1788 1476 1950</box>
event-item: •ଜନ୍ମ ବିକାଶ ମଞ୍ଚ ପକ୍ଷରୁ ନାଗ ସତ୍ୟେନ୍ଦ୍ର କାର୍ଯ୍ୟକ୍ରମ, ଲିଙ୍ଗରାଜ ମନ୍ଦିର, ସକାଳ ୮ଟା <box>12 284 181 330</box>
ritual-item: •୧୦ଟାରୁ ୧୧ଟା ସାହାଣମେଳା ଦର୍ଶନ। <box>579 543 709 573</box>
lead-kicker: ଲିଙ୍ଗରାଜଙ୍କ ଜାଗର ପ୍ରସ୍ତୁତି ବୈଠକ <box>380 150 1130 200</box>
quote-author: –ବିଜୟ ଦାଶଗୁପ୍ତା, ବ୍ୟବସାୟୀ <box>598 1464 741 1478</box>
ntcp-logo <box>1331 2231 1411 2311</box>
event-item: •ନବ ଚେତନା ଶିଶୁ ଶିକ୍ଷା ପ୍ରତିଷ୍ଠାନର ସାଂସ୍କୃତିକ ସନ୍ଧ୍ୟା, ପୂର୍ବାହ୍ନ ୧୦ଟା <box>12 670 181 716</box>
event-city-heading: ପୁରୀ <box>261 433 286 449</box>
ntcp-name: National Tobacco Control Programme <box>1306 2316 1456 2326</box>
event-city-heading: କୋଣାର୍କ <box>251 846 296 862</box>
platoons-headline: ସୁରକ୍ଷା ପାଇଁ ୧୭ ପ୍ଲାଟୁନ୍ ପୋଲିସ <box>955 598 1494 645</box>
cctv-label: ସିସି କ୍ୟାମେରାରେ ସୁରକ୍ଷା ବ୍ୟବସ୍ଥା <box>773 540 1128 580</box>
rituals-heading: ନୀତି ନିର୍ଘଣ୍ଟ <box>573 306 736 348</box>
ad-sign-odia <box>1136 1582 1446 1732</box>
tobacco-rule-text: ଅଠର ବର୍ଷରୁ କମ୍ ବୟସର ବ୍ୟକ୍ତିଙ୍କ ଦ୍ୱାରା କୌଣସି ତମାଖୁଜାତୀୟ ଉତ୍ପାଦର କାରବାର ବା ବିକ୍ରୟ କରାଯାଇପାରିବ ନାହିଁ। <box>811 1891 1420 1906</box>
lead-body: ଭୁବନେଶ୍ୱର/ପୁରୁଣାଭୁବନେଶ୍ୱର: ଆସନ୍ତା ୨୦ ତାରିଖରେ ଶ୍ରୀ ଲିଙ୍ଗରାଜଙ୍କ ଜାଗର ଓ ଏହାପରେ ଶନିବାର ଲିଙ୍ଗରାଜ ଥାନାରେ ଅନୁଷ୍ଠିତ ହୋଇଥିବା ଶେଷ ପର୍ଯ୍ୟାୟ ପ୍ରସ୍ତୁତି ବୈଠକ। ମନ୍ଦିର ପ୍ରଶାସନ, ନିଯୋଗ, କମିଶନରେଟ ପୋଲିସଙ୍କ ଉପସ୍ଥିତିରେ ରାତି ୧୦ଟା ସୁଦ୍ଧା ମହାଦୀପ ଉଠିବ ବୋଲି ନିଷ୍ପତ୍ତି ହୋଇଛି। ଏହା ପୂର୍ବରୁ ସମସ୍ତ ନୀତି ସୁରୁଖୁରୁରେ ଶେଷ କରିବା ପାଇଁ ସେବକମାନଙ୍କୁ ନିର୍ଦ୍ଦେଶ ଦିଆଯାଇଛି। ଦର୍ଶନାର୍ଥୀଙ୍କ ଭିଡ଼କୁ ଦୃଷ୍ଟିରେ ରଖି ଅସ୍ଥାୟୀ ବ୍ୟାରିକେଡ ଓ ପାନୀୟ ଜଳ ବ୍ୟବସ୍ଥା କରାଯିବ। ମହାଦୀପ ଉଠିବା ପରେ ଭକ୍ତମାନେ ଉପବାସ ଭାଙ୍ଗିବେ। ଜାଗର ଦିନ ମନ୍ଦିର ଭିତରେ ଓ ବାହାରେ ସମସ୍ତ ବ୍ୟବସ୍ଥା ଉପରେ ନଜର ରଖାଯିବ। ଶୃଙ୍ଖଳିତ ଦର୍ଶନ ପାଇଁ ସ୍ୱେଚ୍ଛାସେବୀମାନଙ୍କୁ ନିୟୋଜିତ କରାଯିବ। ପାର୍କିଂ ପାଇଁ ସ୍ୱତନ୍ତ୍ର ସ୍ଥାନ ଚିହ୍ନଟ ହୋଇଛି ଏବଂ ମନ୍ଦିର ଆଖପାଖ ରାସ୍ତାରେ ଯାନ ଚଳାଚଳ ନିୟନ୍ତ୍ରିତ ହେବ। ବିଦ୍ୟୁତ ଯୋଗାଣ ନିରବଚ୍ଛିନ୍ନ ରଖିବା ପାଇଁ ଜେନେରେଟର ବ୍ୟବସ୍ଥା ହେବ। ଅଗ୍ନିଶମ ବାହିନୀ ମଧ୍ୟ ସତର୍କ ରହିବ। ସ୍ୱାସ୍ଥ୍ୟ ବିଭାଗ ପକ୍ଷରୁ ମେଡିକାଲ କ୍ୟାମ୍ପ ଖୋଲାଯିବ। ଯାତ୍ରୀଙ୍କ ସୁବିଧା ପାଇଁ ସୂଚନା କେନ୍ଦ୍ର ଖୋଲାଯିବ ବୋଲି ବୈଠକରେ ସ୍ଥିର ହୋଇଛି। <box>380 301 565 809</box>
lead-headline: ରାତି ୧୦ଟା ସୁଦ୍ଧା ଉଠିବ ମହାଦୀପ <box>385 216 1072 279</box>
